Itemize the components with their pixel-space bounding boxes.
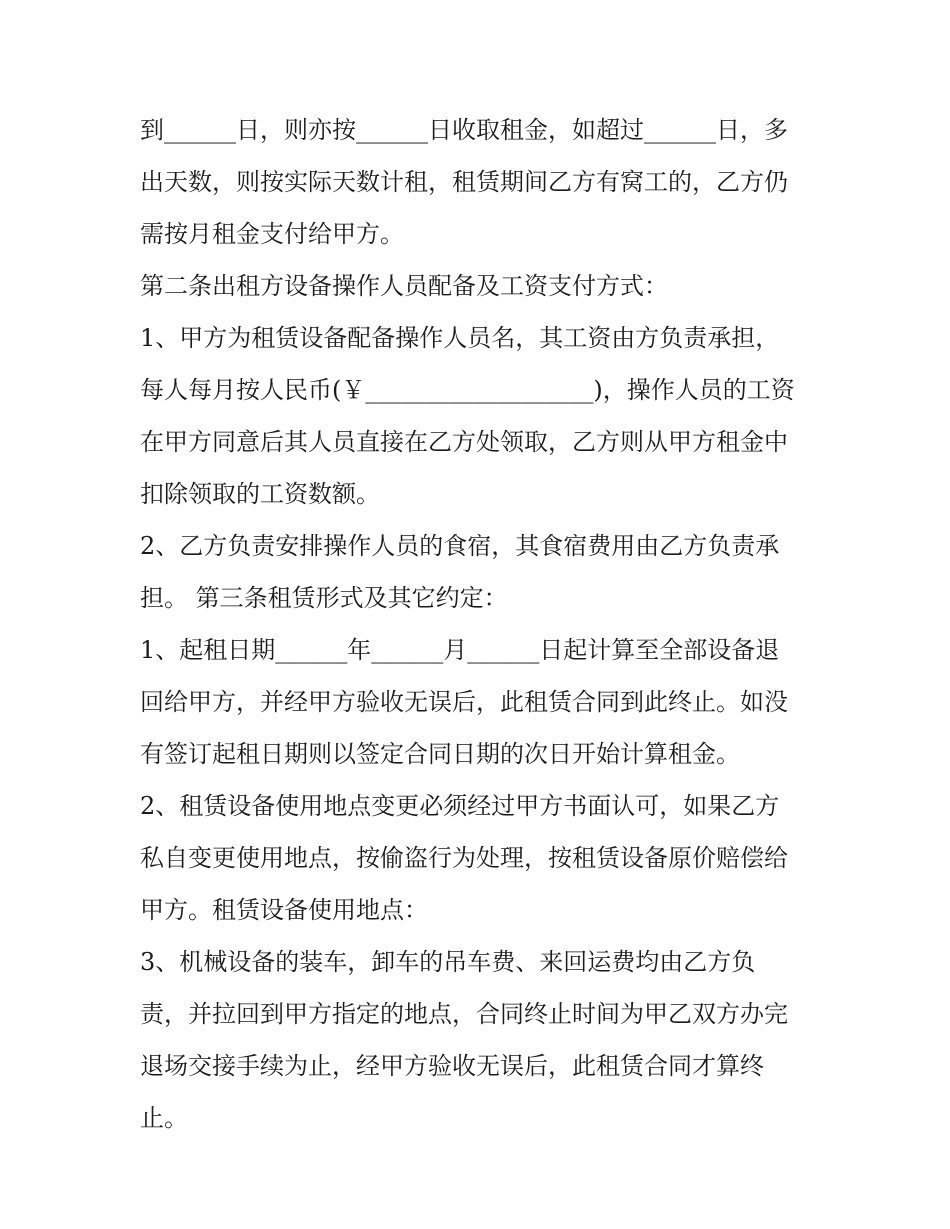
contract-body-text (140, 104, 820, 1144)
text-line: 2、乙方负责安排操作人员的食宿，其食宿费用由乙方负责承 (140, 532, 780, 560)
text-line: 需按月租金支付给甲方。 (140, 220, 404, 248)
text-line: 私自变更使用地点，按偷盗行为处理，按租赁设备原价赔偿给 (140, 844, 788, 872)
text-line: 2、租赁设备使用地点变更必须经过甲方书面认可，如果乙方 (140, 792, 780, 820)
text-line: 3、机械设备的装车，卸车的吊车费、来回运费均由乙方负 (140, 948, 756, 976)
text-line: 每人每月按人民币(￥___________________)，操作人员的工资 (140, 376, 795, 404)
text-line: 责，并拉回到甲方指定的地点，合同终止时间为甲乙双方办完 (140, 1000, 788, 1028)
text-line: 1、甲方为租赁设备配备操作人员名，其工资由方负责承担， (140, 324, 780, 352)
text-line: 有签订起租日期则以签定合同日期的次日开始计算租金。 (140, 740, 740, 768)
text-line: 到______日，则亦按______日收取租金，如超过______日，多 (140, 116, 788, 144)
text-line: 出天数，则按实际天数计租，租赁期间乙方有窝工的，乙方仍 (140, 168, 788, 196)
text-line: 1、起租日期______年______月______日起计算至全部设备退 (140, 636, 780, 664)
text-line: 在甲方同意后其人员直接在乙方处领取，乙方则从甲方租金中 (140, 428, 788, 456)
text-line: 退场交接手续为止，经甲方验收无误后，此租赁合同才算终 (140, 1052, 764, 1080)
text-line: 扣除领取的工资数额。 (140, 480, 380, 508)
text-line: 担。 第三条租赁形式及其它约定： (140, 584, 508, 612)
text-line: 止。 (140, 1104, 188, 1132)
section-heading-article-2: 第二条出租方设备操作人员配备及工资支付方式： (140, 272, 668, 300)
text-line: 甲方。租赁设备使用地点： (140, 896, 428, 924)
text-line: 回给甲方，并经甲方验收无误后，此租赁合同到此终止。如没 (140, 688, 788, 716)
